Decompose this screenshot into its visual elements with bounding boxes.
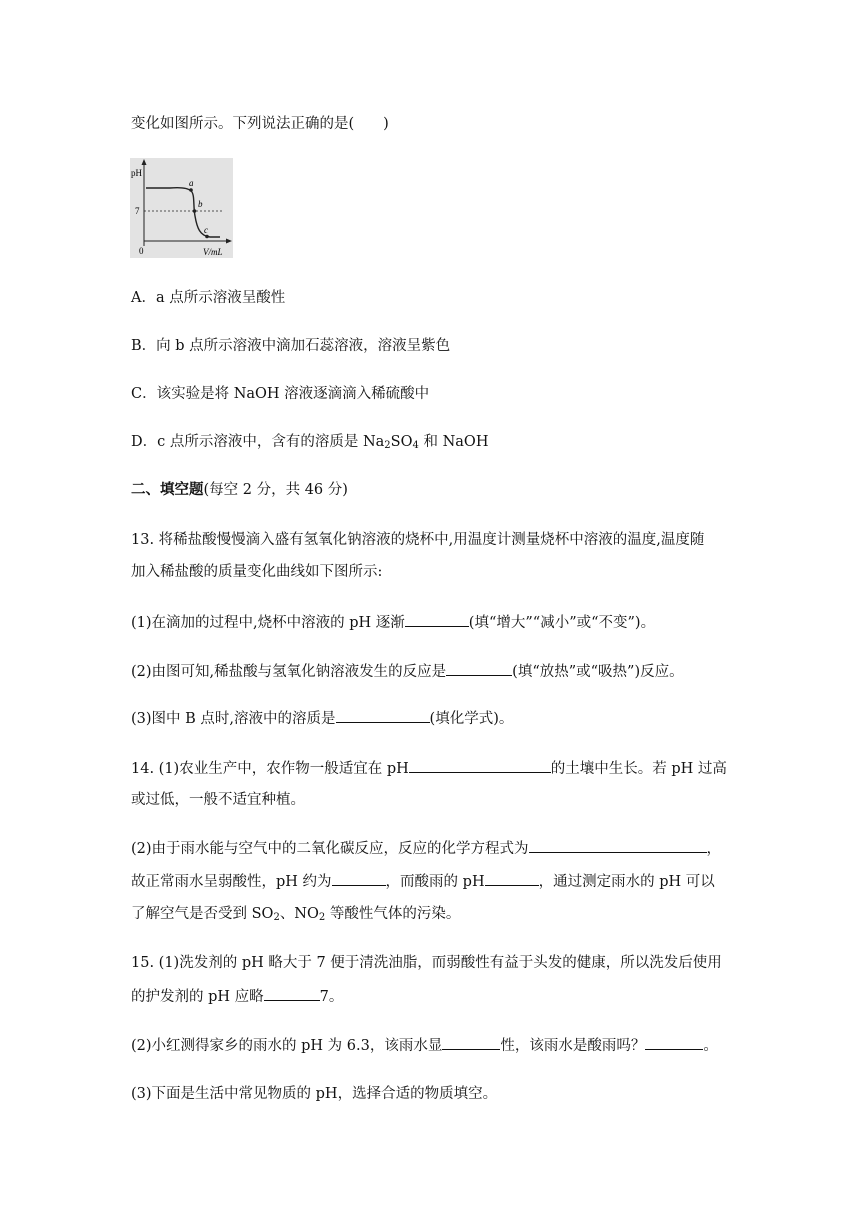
point-b-marker	[193, 209, 197, 213]
point-a-marker	[189, 188, 193, 192]
q15-line1: 15. (1)洗发剂的 pH 略大于 7 便于清洗油脂，而弱酸性有益于头发的健康，所以洗发后使用	[131, 955, 722, 971]
q13-stem-line1: 13. 将稀盐酸慢慢滴入盛有氢氧化钠溶液的烧杯中,用温度计测量烧杯中溶液的温度,温度随	[131, 532, 705, 548]
option-d	[131, 432, 488, 456]
q14-blank-acid-rain-ph[interactable]	[485, 871, 539, 886]
option-d-post: 和 NaOH	[418, 434, 489, 450]
q14-blank-normal-ph[interactable]	[332, 871, 386, 886]
ph7-label: 7	[135, 206, 140, 216]
ph-curve	[146, 188, 220, 237]
y-axis-arrow	[142, 159, 147, 165]
q13-sub1-pre: (1)在滴加的过程中,烧杯中溶液的 pH 逐渐	[131, 615, 405, 631]
option-d-mid: SO	[390, 434, 413, 450]
y-axis-label: pH	[131, 168, 142, 178]
section-heading	[131, 480, 348, 500]
q15-line3-pre: (2)小红测得家乡的雨水的 pH 为 6.3，该雨水显	[131, 1038, 443, 1054]
q15-line3-post: 。	[703, 1038, 718, 1054]
q15-line3	[131, 1035, 718, 1056]
q14-line3	[131, 838, 721, 859]
q13-stem-line2: 加入稀盐酸的质量变化曲线如下图所示:	[131, 564, 383, 580]
q13-sub3-pre: (3)图中 B 点时,溶液中的溶质是	[131, 711, 336, 727]
option-b: B．向 b 点所示溶液中滴加石蕊溶液，溶液呈紫色	[131, 338, 451, 354]
option-d-sub1: 2	[384, 440, 391, 451]
ph-titration-graph	[130, 158, 233, 258]
point-a-label: a	[189, 178, 194, 188]
option-d-pre: D．c 点所示溶液中，含有的溶质是 Na	[131, 434, 385, 450]
q15-line2	[131, 986, 343, 1007]
q14-line3-post: ，	[706, 841, 722, 857]
q14-line2: 或过低，一般不适宜种植。	[131, 792, 305, 808]
q13-blank3[interactable]	[336, 708, 430, 723]
q13-sub1	[131, 612, 655, 633]
q15-line2-post: 7。	[319, 989, 344, 1005]
q15-line3-mid: 性，该雨水是酸雨吗？	[500, 1038, 646, 1054]
q14-line5-sub2: 2	[318, 912, 326, 923]
x-axis-label: V/mL	[203, 247, 223, 257]
option-a: A．a 点所示溶液呈酸性	[131, 290, 286, 306]
q12-stem-tail: 变化如图所示。下列说法正确的是( )	[131, 116, 389, 132]
q14-line5-pre: 了解空气是否受到 SO	[131, 906, 274, 922]
x-axis-arrow	[226, 239, 232, 244]
q13-sub1-post: (填“增大”“减小”或“不变”)。	[468, 615, 656, 631]
q13-sub2	[131, 661, 684, 682]
q13-sub2-pre: (2)由图可知,稀盐酸与氢氧化钠溶液发生的反应是	[131, 664, 447, 680]
q15-line2-pre: 的护发剂的 pH 应略	[131, 989, 264, 1005]
q15-blank-nature[interactable]	[442, 1035, 500, 1050]
section-note: (每空 2 分，共 46 分)	[203, 482, 348, 498]
q14-line5-mid: 、NO	[279, 906, 319, 922]
q14-line4	[131, 871, 715, 892]
option-c: C．该实验是将 NaOH 溶液逐滴滴入稀硫酸中	[131, 386, 430, 402]
q14-blank-equation[interactable]	[529, 838, 707, 853]
q15-blank-acid-rain[interactable]	[645, 1035, 703, 1050]
q13-blank2[interactable]	[446, 661, 512, 676]
point-c-label: c	[204, 225, 208, 235]
q14-line4-post: ，通过测定雨水的 pH 可以	[538, 874, 715, 890]
q14-line5-post: 等酸性气体的污染。	[325, 906, 461, 922]
q13-sub2-post: (填“放热”或“吸热”)反应。	[512, 664, 684, 680]
point-b-label: b	[198, 199, 203, 209]
q14-line3-pre: (2)由于雨水能与空气中的二氧化碳反应，反应的化学方程式为	[131, 841, 529, 857]
origin-label: 0	[139, 246, 144, 256]
q13-blank1[interactable]	[405, 612, 469, 627]
option-d-sub2: 4	[412, 440, 419, 451]
q14-line1-pre: 14. (1)农业生产中，农作物一般适宜在 pH	[131, 761, 409, 777]
q14-line1	[131, 758, 727, 779]
q14-line5	[131, 904, 460, 928]
point-c-marker	[205, 235, 209, 239]
q13-sub3-post: (填化学式)。	[429, 711, 514, 727]
section-title: 二、填空题	[131, 481, 204, 498]
q14-line4-pre: 故正常雨水呈弱酸性，pH 约为	[131, 874, 332, 890]
q15-line4: (3)下面是生活中常见物质的 pH，选择合适的物质填空。	[131, 1086, 498, 1102]
q14-blank-ph-range[interactable]	[409, 758, 551, 773]
q15-blank-conditioner[interactable]	[264, 986, 320, 1001]
q14-line5-sub1: 2	[273, 912, 280, 923]
q13-sub3	[131, 708, 513, 729]
q14-line1-post: 的土壤中生长。若 pH 过高	[550, 761, 727, 777]
q14-line4-mid: ，而酸雨的 pH	[385, 874, 485, 890]
